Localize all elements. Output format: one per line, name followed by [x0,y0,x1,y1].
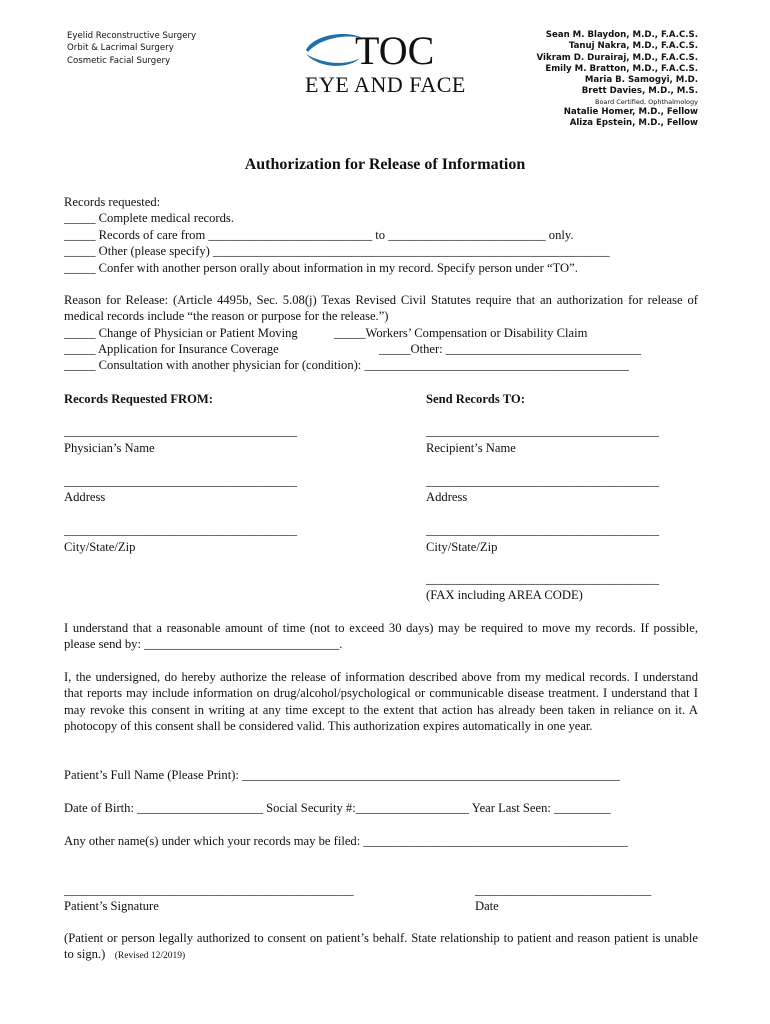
send-records-to-heading: Send Records TO: [426,392,525,406]
dob-ssn-year-field[interactable]: Date of Birth: ____________________ Social Security #:__________________ Year Last Seen: _________ [64,801,611,815]
physician-name: Tanuj Nakra, M.D., F.A.C.S. [568,41,698,52]
to-address-label: Address [426,490,468,504]
other-names-field[interactable]: Any other name(s) under which your records may be filed: __________________________________________ [64,834,628,848]
footer-paragraph: (Patient or person legally authorized to consent on patient’s behalf. State relationship to patient and reason patient is unable to sign.) [64,931,698,962]
reason-intro: Reason for Release: (Article 4495b, Sec. 5.08(j) Texas Revised Civil Statutes require that an authorization for release of medical records include “the reason or purpose for the release.”) [64,293,698,324]
signature-field[interactable]: ______________________________________________ [64,883,354,897]
to-city-field[interactable]: _____________________________________ [426,523,659,537]
physician-name-label: Physician’s Name [64,441,155,455]
to-city-label: City/State/Zip [426,540,498,554]
signature-label: Patient’s Signature [64,899,159,913]
fellow-name: Natalie Homer, M.D., Fellow [563,106,698,117]
to-address-field[interactable]: _____________________________________ [426,474,659,488]
records-option-date-range[interactable]: _____ Records of care from __________________________ to _________________________ only. [64,228,574,242]
records-option-confer[interactable]: _____ Confer with another person orally about information in my record. Specify person under “TO”. [64,261,578,275]
date-field[interactable]: ____________________________ [475,883,652,897]
records-option-other[interactable]: _____ Other (please specify) _______________________________________________________________ [64,244,610,258]
from-city-label: City/State/Zip [64,540,136,554]
physician-name: Maria B. Samogyi, M.D. [584,75,698,86]
reason-workers-comp[interactable]: _____Workers’ Compensation or Disability Claim [334,326,588,340]
reason-insurance[interactable]: _____ Application for Insurance Coverage [64,342,279,356]
physician-name: Emily M. Bratton, M.D., F.A.C.S. [545,63,698,74]
physician-name: Brett Davies, M.D., M.S. [581,86,698,97]
fellow-name: Aliza Epstein, M.D., Fellow [569,118,698,129]
recipient-name-field[interactable]: _____________________________________ [426,424,659,438]
records-option-complete[interactable]: _____ Complete medical records. [64,211,234,225]
time-paragraph: I understand that a reasonable amount of time (not to exceed 30 days) may be required to move my records. If possible, please send by: _______________________________. [64,621,698,652]
reason-consultation[interactable]: _____ Consultation with another physician for (condition): __________________________________________ [64,358,629,372]
logo-tagline: EYE AND FACE [305,72,466,97]
fax-field[interactable]: _____________________________________ [426,572,659,586]
footer-note [64,930,698,965]
reason-change-physician[interactable]: _____ Change of Physician or Patient Moving [64,326,298,340]
physician-name: Sean M. Blaydon, M.D., F.A.C.S. [545,30,698,40]
date-label: Date [475,899,499,913]
physician-name: Vikram D. Durairaj, M.D., F.A.C.S. [536,52,698,63]
logo-letters: TOC [355,28,435,73]
consent-paragraph: I, the undersigned, do hereby authorize the release of information described above from my medical records. I understand that reports may include information on drug/alcohol/psychological or communicable disease treatment. I understand that I may revoke this consent in writing at any time except to the extent that action has already been taken in reliance on it. A photocopy of this consent shall be considered valid. This authorization expires automatically in one year. [64,670,698,734]
physician-name-field[interactable]: _____________________________________ [64,424,297,438]
recipient-name-label: Recipient’s Name [426,441,516,455]
reason-other[interactable]: _____Other: _______________________________ [379,342,642,356]
specialty-item: Orbit & Lacrimal Surgery [67,43,174,54]
fax-label: (FAX including AREA CODE) [426,588,583,602]
from-address-label: Address [64,490,106,504]
from-address-field[interactable]: _____________________________________ [64,474,297,488]
patient-full-name-field[interactable]: Patient’s Full Name (Please Print): ____________________________________________________________ [64,768,620,782]
records-from-heading: Records Requested FROM: [64,392,213,406]
specialties-list [67,30,196,67]
specialty-item: Cosmetic Facial Surgery [67,55,171,66]
revised-date: (Revised 12/2019) [114,951,186,962]
form-title: Authorization for Release of Information [244,156,526,173]
physician-list [537,30,698,129]
toc-logo-mark [300,28,472,74]
from-city-field[interactable]: _____________________________________ [64,523,297,537]
board-certified-note: Board Certified, Ophthalmology [595,97,698,106]
records-requested-label: Records requested: [64,195,161,209]
specialty-item: Eyelid Reconstructive Surgery [67,31,197,41]
